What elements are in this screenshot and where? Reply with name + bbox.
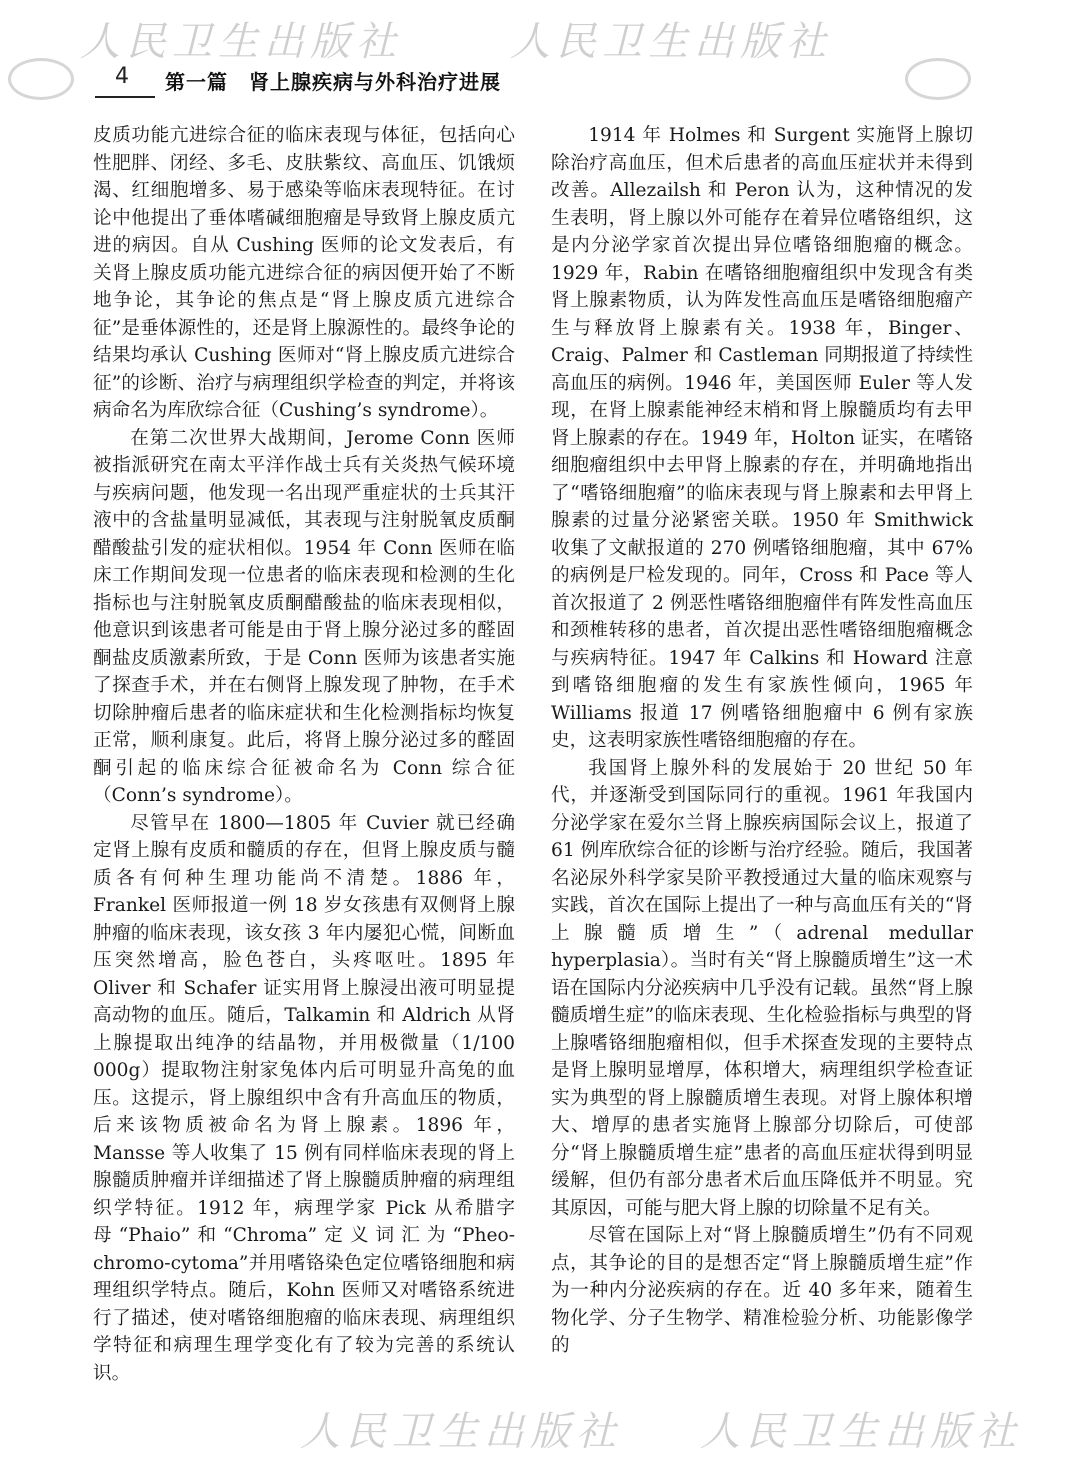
right-column [551, 122, 973, 1360]
paragraph: 在第二次世界大战期间，Jerome Conn 医师被指派研究在南太平洋作战士兵有关炎热气候环境与疾病问题，他发现一名出现严重症状的士兵其汗液中的含盐量明显减低，其表现与注射脱氧皮质酮醋酸盐引发的症状相似。1954 年 Conn 医师在临床工作期间发现一位患者的临床表现和检测的生化指标也与注射脱氧皮质酮醋酸盐的临床表现相似，他意识到该患者可能是由于肾上腺分泌过多的醛固酮盐皮质激素所致，于是 Conn 医师为该患者实施了探查手术，并在右侧肾上腺发现了肿物，在手术切除肿瘤后患者的临床症状和生化检测指标均恢复正常，顺利康复。此后，将肾上腺分泌过多的醛固酮引起的临床综合征被命名为 Conn 综合征（Conn’s syndrome）。 [93, 427, 515, 806]
watermark: 人民卫生出版社 [80, 19, 402, 65]
header-rule [95, 96, 155, 98]
page-header [95, 62, 985, 98]
paragraph: 我国肾上腺外科的发展始于 20 世纪 50 年代，并逐渐受到国际同行的重视。1961 年我国内分泌学家在爱尔兰肾上腺疾病国际会议上，报道了 61 例库欣综合征的诊断与治疗经验。随后，我国著名泌尿外科学家吴阶平教授通过大量的临床观察与实践，首次在国际上提出了一种与高血压有关的“肾上腺髓质增生”（adrenal medullar hyperplasia）。当时有关“肾上腺髓质增生”这一术语在国际内分泌疾病中几乎没有记载。虽然“肾上腺髓质增生症”的临床表现、生化检验指标与典型的肾上腺嗜铬细胞瘤相似，但手术探查发现的主要特点是肾上腺明显增厚，体积增大，病理组织学检查证实为典型的肾上腺髓质增生表现。对肾上腺体积增大、增厚的患者实施肾上腺部分切除后，可使部分“肾上腺髓质增生症”患者的高血压症状得到明显缓解，但仍有部分患者术后血压降低并不明显。究其原因，可能与肥大肾上腺的切除量不足有关。 [551, 757, 973, 1219]
paragraph: 1914 年 Holmes 和 Surgent 实施肾上腺切除治疗高血压，但术后患者的高血压症状并未得到改善。Allezailsh 和 Peron 认为，这种情况的发生表明，肾上腺以外可能存在着异位嗜铬组织，这是内分泌学家首次提出异位嗜铬细胞瘤的概念。1929 年，Rabin 在嗜铬细胞瘤组织中发现含有类肾上腺素物质，认为阵发性高血压是嗜铬细胞瘤产生与释放肾上腺素有关。1938 年，Binger、Craig、Palmer 和 Castleman 同期报道了持续性高血压的病例。1946 年，美国医师 Euler 等人发现，在肾上腺素能神经末梢和肾上腺髓质均有去甲肾上腺素的存在。1949 年，Holton 证实，在嗜铬细胞瘤组织中去甲肾上腺素的存在，并明确地指出了“嗜铬细胞瘤”的临床表现与肾上腺素和去甲肾上腺素的过量分泌紧密关联。1950 年 Smithwick 收集了文献报道的 270 例嗜铬细胞瘤，其中 67% 的病例是尸检发现的。同年，Cross 和 Pace 等人首次报道了 2 例恶性嗜铬细胞瘤伴有阵发性高血压和颈椎转移的患者，首次提出恶性嗜铬细胞瘤概念与疾病特征。1947 年 Calkins 和 Howard 注意到嗜铬细胞瘤的发生有家族性倾向，1965 年 Williams 报道 17 例嗜铬细胞瘤中 6 例有家族史，这表明家族性嗜铬细胞瘤的存在。 [551, 125, 973, 751]
watermark-logo [8, 58, 74, 100]
watermark: 人民卫生出版社 [300, 1409, 622, 1455]
running-title: 第一篇 肾上腺疾病与外科治疗进展 [165, 70, 501, 94]
watermark: 人民卫生出版社 [510, 19, 832, 65]
paragraph: 皮质功能亢进综合征的临床表现与体征，包括向心性肥胖、闭经、多毛、皮肤紫纹、高血压、饥饿烦渴、红细胞增多、易于感染等临床表现特征。在讨论中他提出了垂体嗜碱细胞瘤是导致肾上腺皮质亢进的病因。自从 Cushing 医师的论文发表后，有关肾上腺皮质功能亢进综合征的病因便开始了不断地争论，其争论的焦点是“肾上腺皮质亢进综合征”是垂体源性的，还是肾上腺源性的。最终争论的结果均承认 Cushing 医师对“肾上腺皮质亢进综合征”的诊断、治疗与病理组织学检查的判定，并将该病命名为库欣综合征（Cushing’s syndrome）。 [93, 125, 515, 421]
page-number: 4 [115, 64, 129, 89]
left-column [93, 122, 515, 1387]
paragraph: 尽管在国际上对“肾上腺髓质增生”仍有不同观点，其争论的目的是想否定“肾上腺髓质增生症”作为一种内分泌疾病的存在。近 40 多年来，随着生物化学、分子生物学、精准检验分析、功能影像学的 [551, 1225, 973, 1356]
paragraph: 尽管早在 1800—1805 年 Cuvier 就已经确定肾上腺有皮质和髓质的存在，但肾上腺皮质与髓质各有何种生理功能尚不清楚。1886 年，Frankel 医师报道一例 18 岁女孩患有双侧肾上腺肿瘤的临床表现，该女孩 3 年内屡犯心慌，间断血压突然增高，脸色苍白，头疼呕吐。1895 年 Oliver 和 Schafer 证实用肾上腺浸出液可明显提高动物的血压。随后，Talkamin 和 Aldrich 从肾上腺提取出纯净的结晶物，并用极微量（1/100 000g）提取物注射家兔体内后可明显升高兔的血压。这提示，肾上腺组织中含有升高血压的物质，后来该物质被命名为肾上腺素。1896 年，Mansse 等人收集了 15 例有同样临床表现的肾上腺髓质肿瘤并详细描述了肾上腺髓质肿瘤的病理组织学特征。1912 年，病理学家 Pick 从希腊字母“Phaio”和“Chroma”定义词汇为“Pheo-chromo-cytoma”并用嗜铬染色定位嗜铬细胞和病理组织学特点。随后，Kohn 医师又对嗜铬系统进行了描述，使对嗜铬细胞瘤的临床表现、病理组织学特征和病理生理学变化有了较为完善的系统认识。 [93, 812, 515, 1384]
watermark: 人民卫生出版社 [700, 1409, 1022, 1455]
